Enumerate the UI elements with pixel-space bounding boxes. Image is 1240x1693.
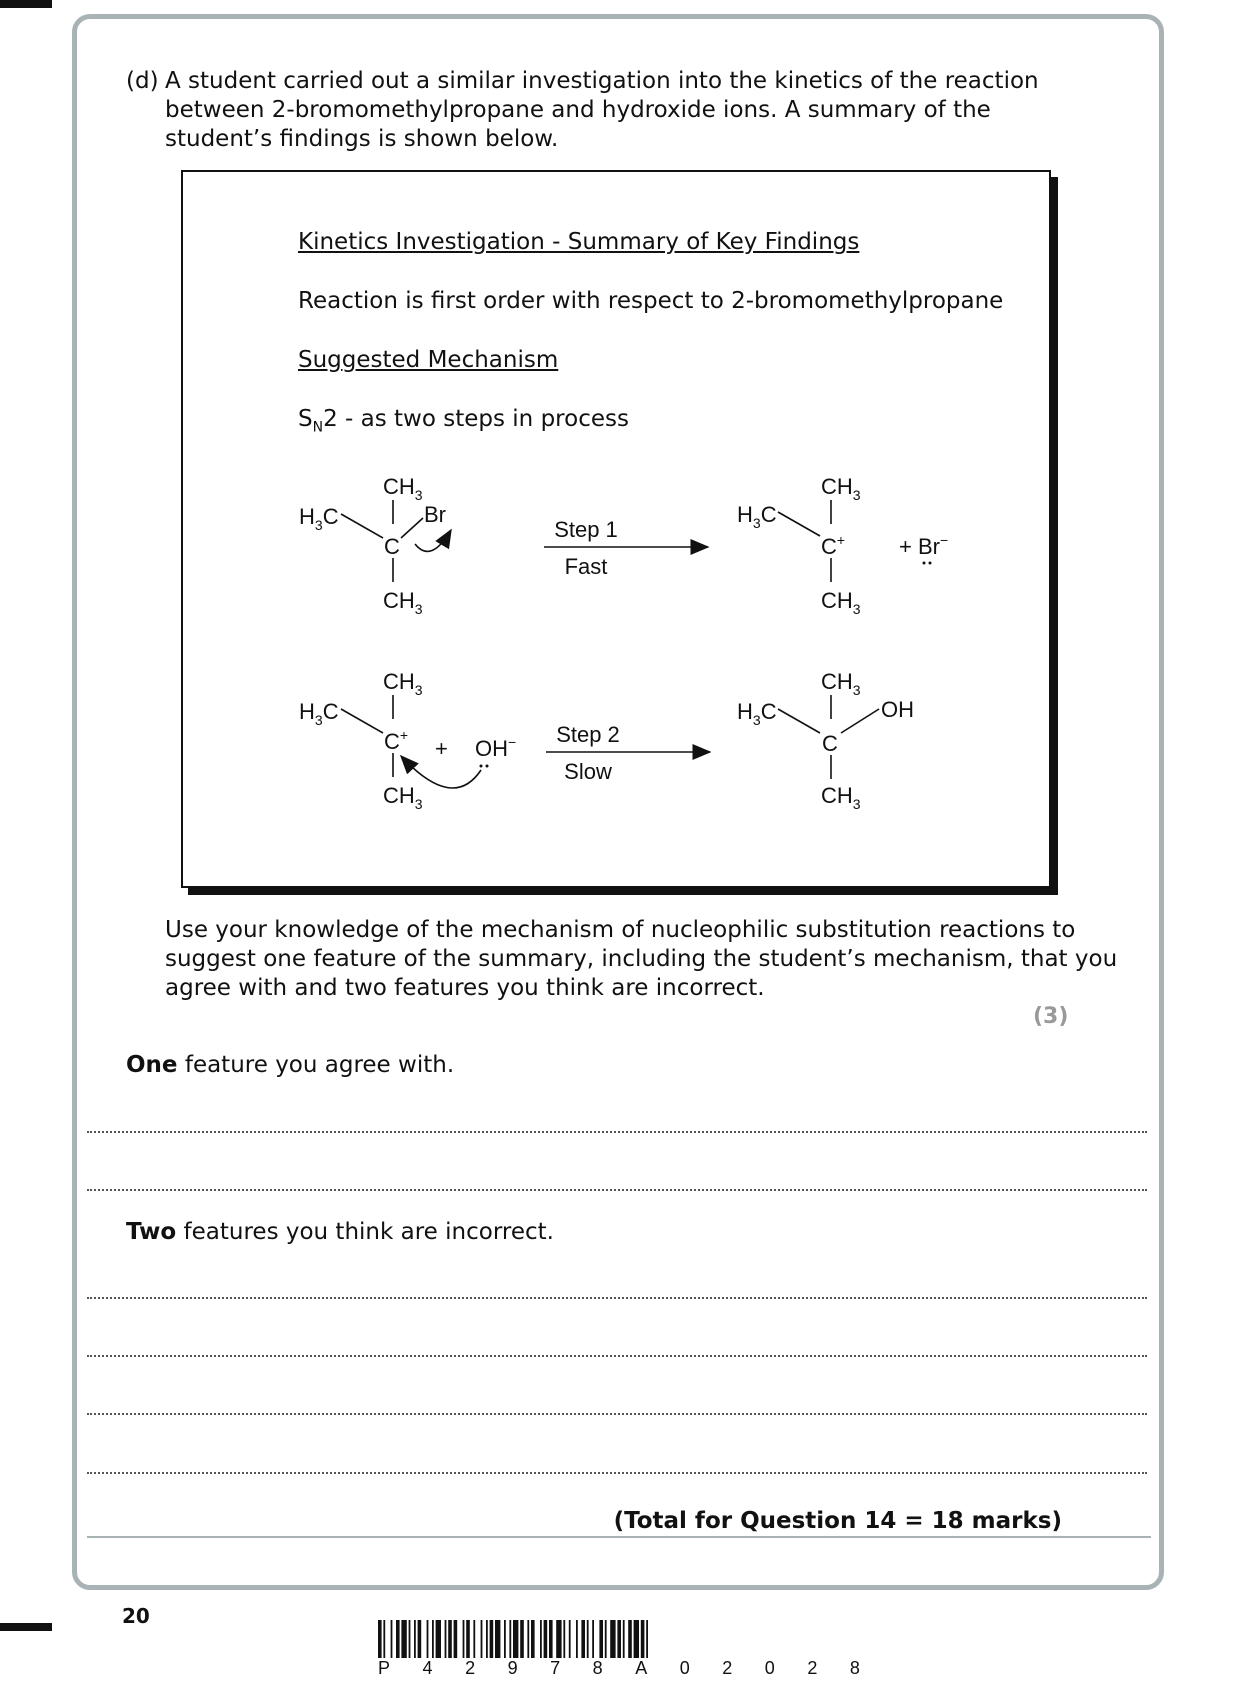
carbocation-product [737, 474, 948, 617]
barcode [378, 1620, 860, 1658]
answer-line[interactable] [87, 1355, 1147, 1357]
mechanism-diagram [183, 172, 1049, 886]
carbocation-carbon: C+ [821, 532, 846, 559]
central-carbon: C [822, 731, 838, 756]
instruction-line: suggest one feature of the summary, including the student’s mechanism, that you [165, 946, 1118, 972]
barcode-char: 7 [550, 1658, 561, 1678]
ch3-label: $CH_3$ [821, 588, 861, 617]
ch3-label: $CH_3$ [821, 783, 861, 812]
h3c-label: $H_3C$ [737, 699, 777, 728]
prompt-incorrect [126, 1218, 554, 1247]
question-line: A student carried out a similar investigation into the kinetics of the reaction [165, 68, 1039, 94]
question-line: between 2-bromomethylpropane and hydroxide ions. A summary of the [165, 97, 991, 123]
step-1-label: Step 1 [554, 517, 618, 542]
barcode-char: 2 [465, 1658, 476, 1678]
step-2-rate: Slow [564, 759, 612, 784]
h3c-label: $H_3C$ [299, 699, 339, 728]
barcode-char: 8 [849, 1658, 860, 1678]
question-label: (d) [126, 68, 159, 94]
reactant-2 [299, 669, 516, 812]
ch3-label: $CH_3$ [383, 783, 423, 812]
prompt-agree-rest: feature you agree with. [177, 1052, 455, 1078]
summary-box [181, 170, 1051, 888]
ch3-label: $CH_3$ [821, 474, 861, 503]
question-total: (Total for Question 14 = 18 marks) [613, 1508, 1062, 1534]
reactant-1 [299, 474, 451, 617]
ch3-label: $CH_3$ [383, 588, 423, 617]
question-line: student’s findings is shown below. [165, 126, 559, 152]
hydroxide-ion: OH− [475, 734, 517, 761]
step-2-label: Step 2 [556, 722, 620, 747]
instruction-line: agree with and two features you think are incorrect. [165, 975, 765, 1001]
step-2-arrow [546, 722, 710, 784]
mechanism-heading: Suggested Mechanism [298, 347, 559, 373]
answer-line[interactable] [87, 1131, 1147, 1133]
summary-finding: Reaction is first order with respect to 2-bromomethylpropane [298, 288, 1004, 314]
bromide-ion: + Br− [899, 532, 949, 559]
barcode-char: A [635, 1658, 648, 1678]
question-text [165, 67, 1039, 154]
instructions [165, 916, 1117, 1003]
summary-heading: Kinetics Investigation - Summary of Key Findings [298, 229, 860, 255]
answer-line[interactable] [87, 1297, 1147, 1299]
sn2-sub: N [312, 419, 324, 436]
instruction-line: Use your knowledge of the mechanism of nucleophilic substitution reactions to [165, 917, 1076, 943]
ch3-label: $CH_3$ [821, 669, 861, 698]
oh-label: OH [881, 697, 914, 722]
h3c-label: $H_3C$ [299, 504, 339, 533]
barcode-char: 9 [507, 1658, 518, 1678]
sn2-s: S [298, 406, 313, 432]
barcode-char: 2 [722, 1658, 733, 1678]
ch3-label: $CH_3$ [383, 474, 423, 503]
barcode-char: 8 [592, 1658, 603, 1678]
barcode-char: 0 [679, 1658, 690, 1678]
answer-line[interactable] [87, 1472, 1147, 1474]
prompt-agree [126, 1051, 454, 1080]
alcohol-product [737, 669, 914, 812]
prompt-incorrect-bold: Two [126, 1219, 177, 1245]
step-1-arrow [544, 517, 708, 579]
top-corner-mark [0, 0, 52, 8]
answer-line[interactable] [87, 1189, 1147, 1191]
curly-arrow-br [415, 530, 451, 551]
prompt-agree-bold: One [126, 1052, 178, 1078]
page-number: 20 [122, 1604, 150, 1628]
br-label: Br [424, 502, 446, 527]
prompt-incorrect-rest: features you think are incorrect. [176, 1219, 554, 1245]
barcode-char: 2 [807, 1658, 818, 1678]
marks-available: (3) [1033, 1004, 1069, 1029]
barcode-char: 0 [764, 1658, 775, 1678]
carbocation-carbon: C+ [384, 727, 409, 754]
answer-line[interactable] [87, 1413, 1147, 1415]
ch3-label: $CH_3$ [383, 669, 423, 698]
sn2-rest: 2 - as two steps in process [323, 406, 629, 432]
h3c-label: $H_3C$ [737, 502, 777, 531]
plus-sign: + [435, 736, 448, 761]
barcode-char: 4 [422, 1658, 433, 1678]
barcode-text [378, 1658, 860, 1679]
step-1-rate: Fast [564, 554, 608, 579]
bottom-corner-mark [0, 1623, 52, 1631]
central-carbon: C [384, 534, 400, 559]
footer-rule [87, 1536, 1151, 1538]
barcode-char: P [378, 1658, 391, 1678]
